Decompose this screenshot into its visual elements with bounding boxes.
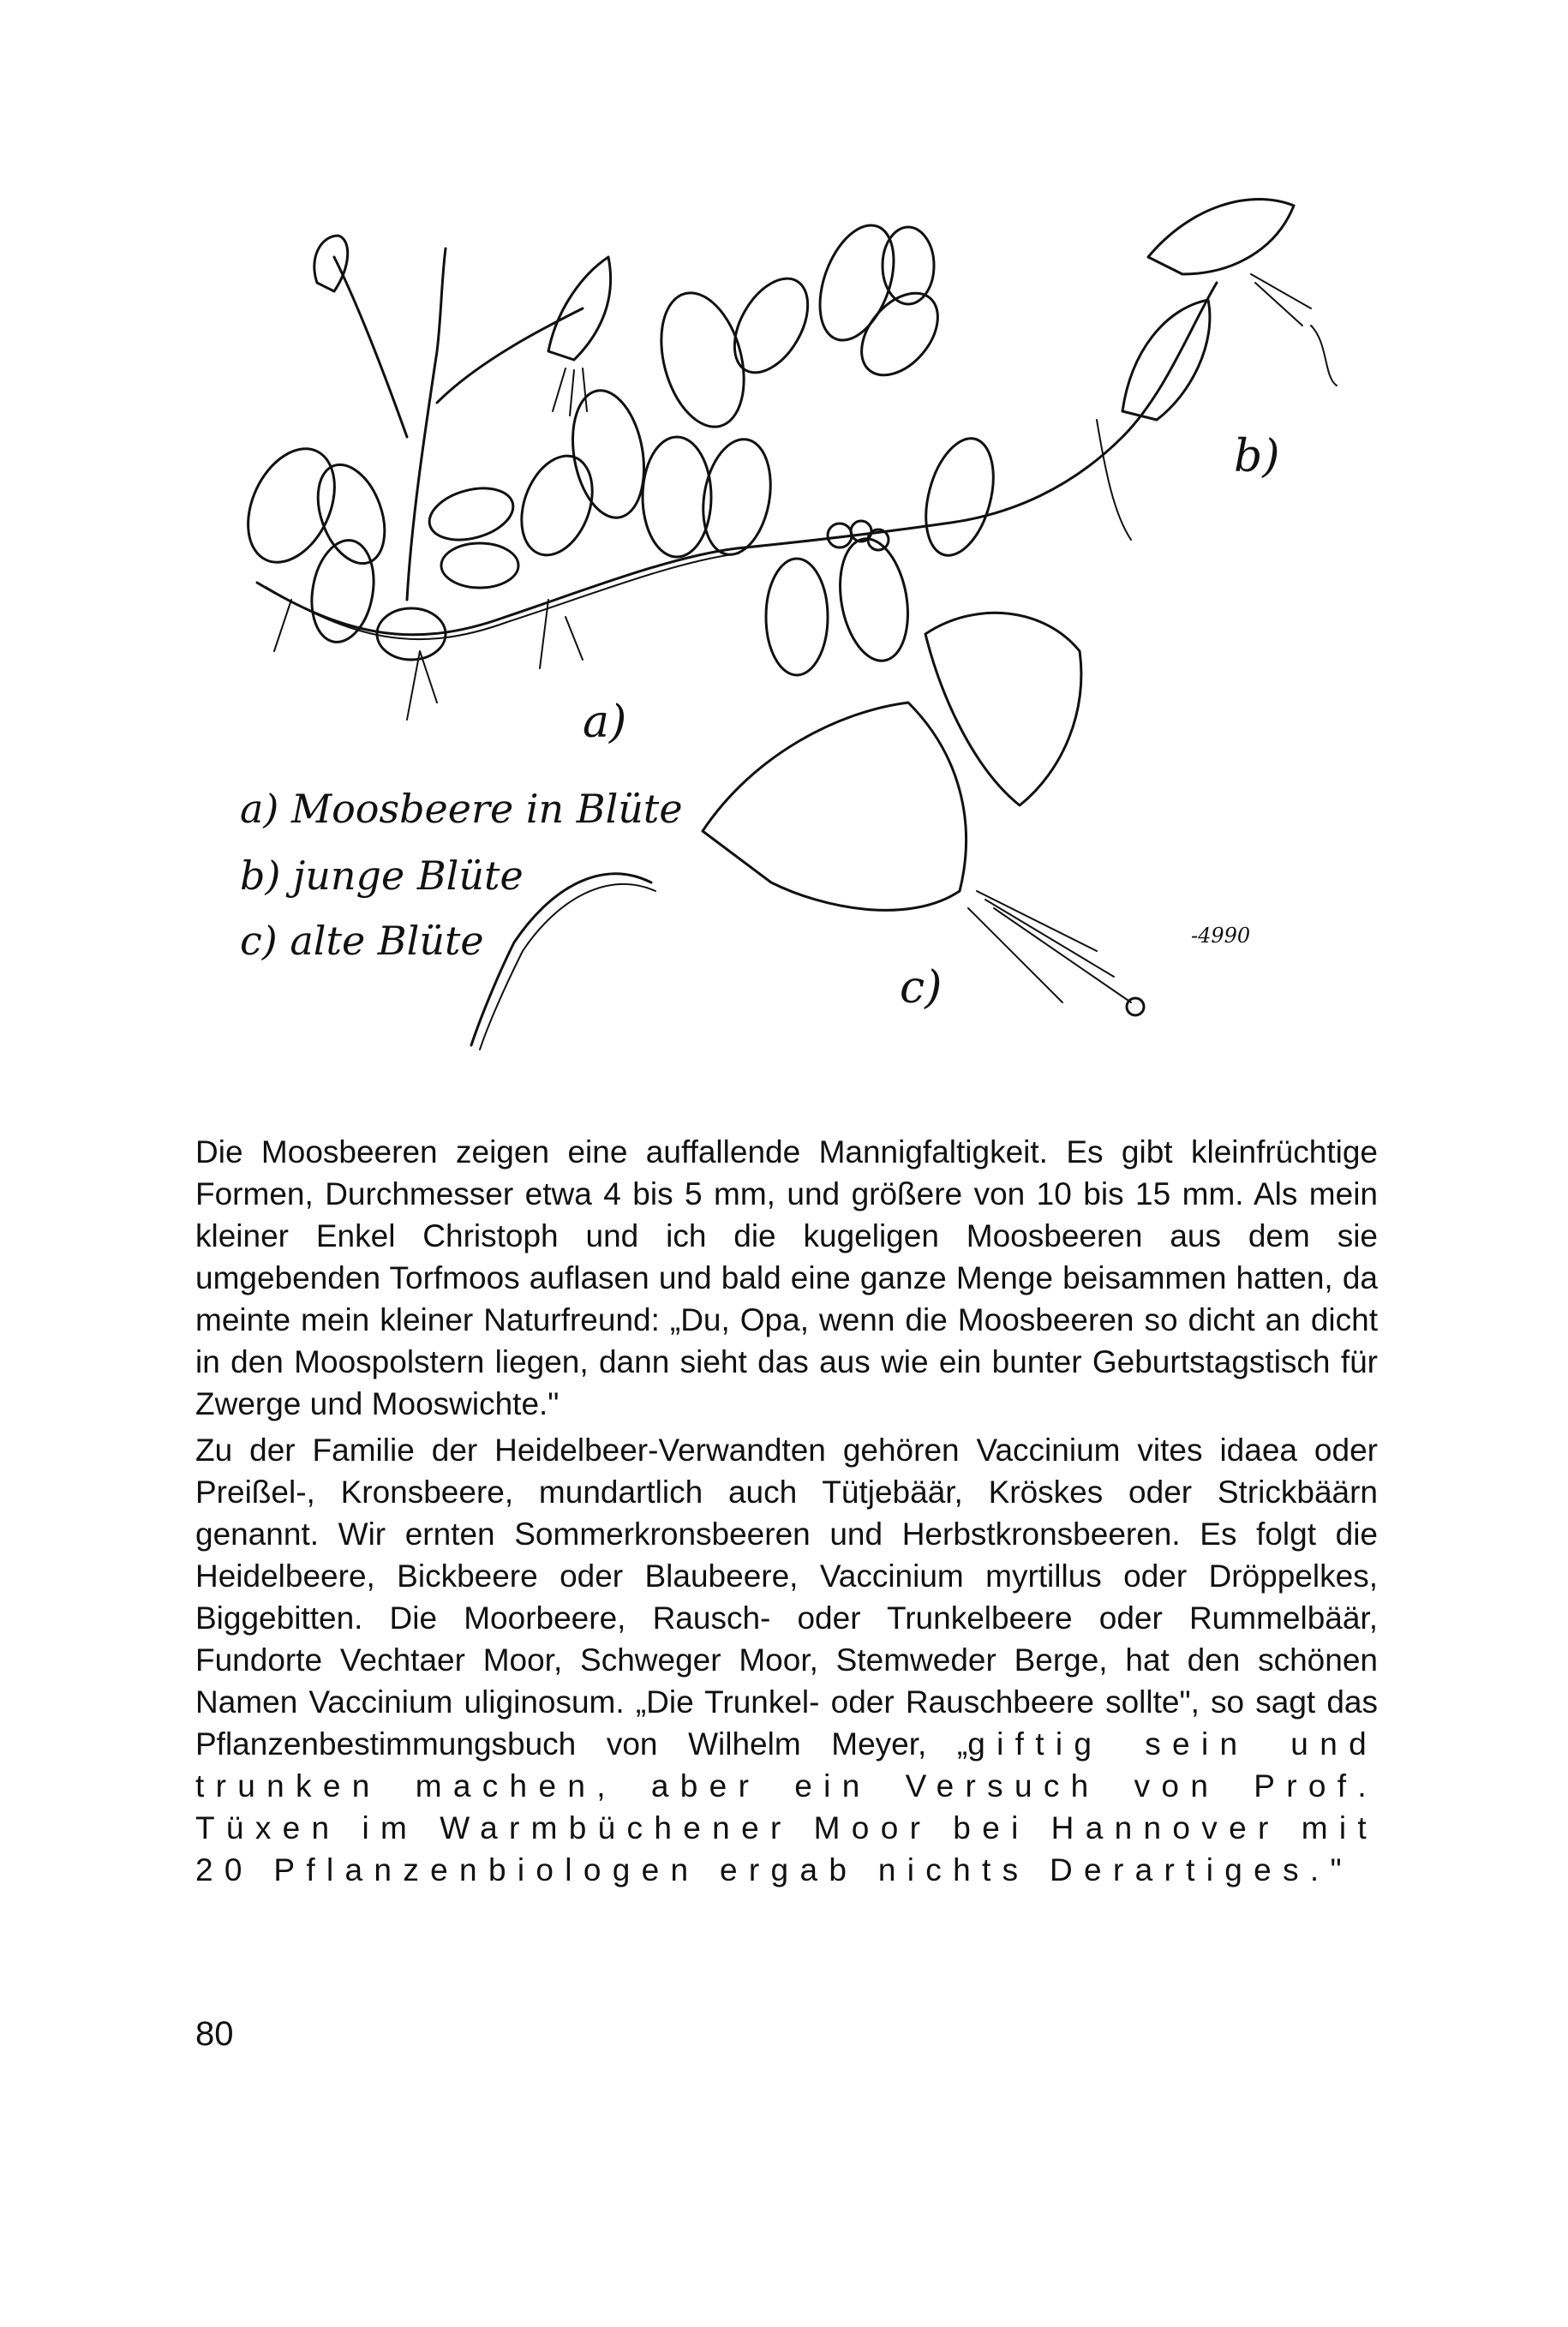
young-flower-petal: [1148, 200, 1294, 275]
flower-bud: [314, 236, 348, 291]
label-a: a): [583, 697, 627, 748]
leaf: [831, 533, 917, 666]
page-number: 80: [195, 2015, 234, 2053]
leaf: [509, 446, 605, 565]
leaf: [231, 435, 352, 577]
old-flower-stigma: [1127, 998, 1144, 1015]
flower-stamens: [553, 368, 587, 416]
legend-line-a: a) Moosbeere in Blüte: [240, 786, 683, 832]
paragraph-moosbeeren: Die Moosbeeren zeigen eine auffallende Mannigfaltigkeit. Es gibt kleinfrüchtige Formen, Durchmesser etwa 4 bis 5 mm, und größere von 10 bis 15 mm. Als mein kleiner Enkel Christoph und ich die kugeligen Moosbeeren aus dem sie umgebenden Torfmoos auflasen und bald eine ganze Menge beisammen hatten, da meinte mein kleiner Naturfreund: „Du, Opa, wenn die Moosbeeren so dicht an dicht in den Moospolstern liegen, dann sieht das aus wie ein bunter Geburtstagstisch für Zwerge und Mooswichte.": [195, 1134, 1378, 1421]
leaf: [423, 480, 518, 548]
leaf: [883, 227, 934, 304]
spaced-quotation: giftig sein und trunken machen, aber ein Versuch von Prof. Tüxen im Warmbüchener Moor bei Hannover mit 20 Pflanzenbiologen ergab nichts Derartiges.: [195, 1726, 1378, 1887]
bud-stalk: [334, 257, 407, 437]
old-flower-stem: [471, 874, 651, 1045]
leaf: [695, 434, 779, 559]
label-b: b): [1234, 431, 1280, 482]
young-flower-stems: [1097, 326, 1337, 540]
leaf: [643, 437, 711, 557]
flower-petal: [548, 257, 611, 360]
old-flower-body: [703, 703, 967, 910]
paragraph-text: Zu der Familie der Heidelbeer-Verwandten gehören Vaccinium vites idaea oder Preißel-, Kronsbeere, mundartlich auch Tütjebäär, Kröskes oder Strickbäärn genannt. Wir ernten Sommerkronsbeeren und Herbstkronsbeeren. Es folgt die Heidelbeere, Bickbeere oder Blaubeere, Vaccinium myrtillus oder Dröppelkes, Biggebitten. Die Moorbeere, Rausch- oder Trunkelbeere oder Rummelbäär, Fundorte Vechtaer Moor, Schweger Moor, Stemweder Berge, hat den schönen Namen Vaccinium uliginosum. „Die Trunkel- oder Rauschbeere sollte", so sagt das Pflanzenbestimmungsbuch von Wilhelm Meyer, „: [195, 1433, 1378, 1762]
leaf: [441, 543, 518, 588]
leaf: [847, 278, 953, 389]
leaf: [564, 385, 654, 523]
leaf: [648, 284, 757, 436]
legend-line-b: b) junge Blüte: [240, 852, 524, 899]
moosbeere-illustration: [223, 154, 1362, 1054]
old-flower-stamens: [968, 891, 1131, 1002]
moosbeere-drawing: [223, 154, 1362, 1054]
artist-signature: -4990: [1191, 924, 1251, 948]
legend-line-c: c) alte Blüte: [240, 918, 484, 964]
old-flower-petal: [925, 613, 1081, 805]
plant-stem-outline: [266, 553, 739, 639]
label-c: c): [900, 962, 943, 1014]
roots: [274, 600, 583, 720]
leaf: [766, 559, 828, 675]
leaf: [306, 456, 398, 573]
closing-quote: ": [1330, 1852, 1342, 1887]
leaf: [914, 431, 1005, 563]
leaf: [720, 266, 823, 386]
flower-stalk-1: [407, 248, 446, 600]
old-flower-stem-outline: [480, 884, 655, 1050]
paragraph-heidelbeer-verwandte: [195, 1429, 1378, 1891]
young-flower-stamens: [1251, 274, 1311, 326]
